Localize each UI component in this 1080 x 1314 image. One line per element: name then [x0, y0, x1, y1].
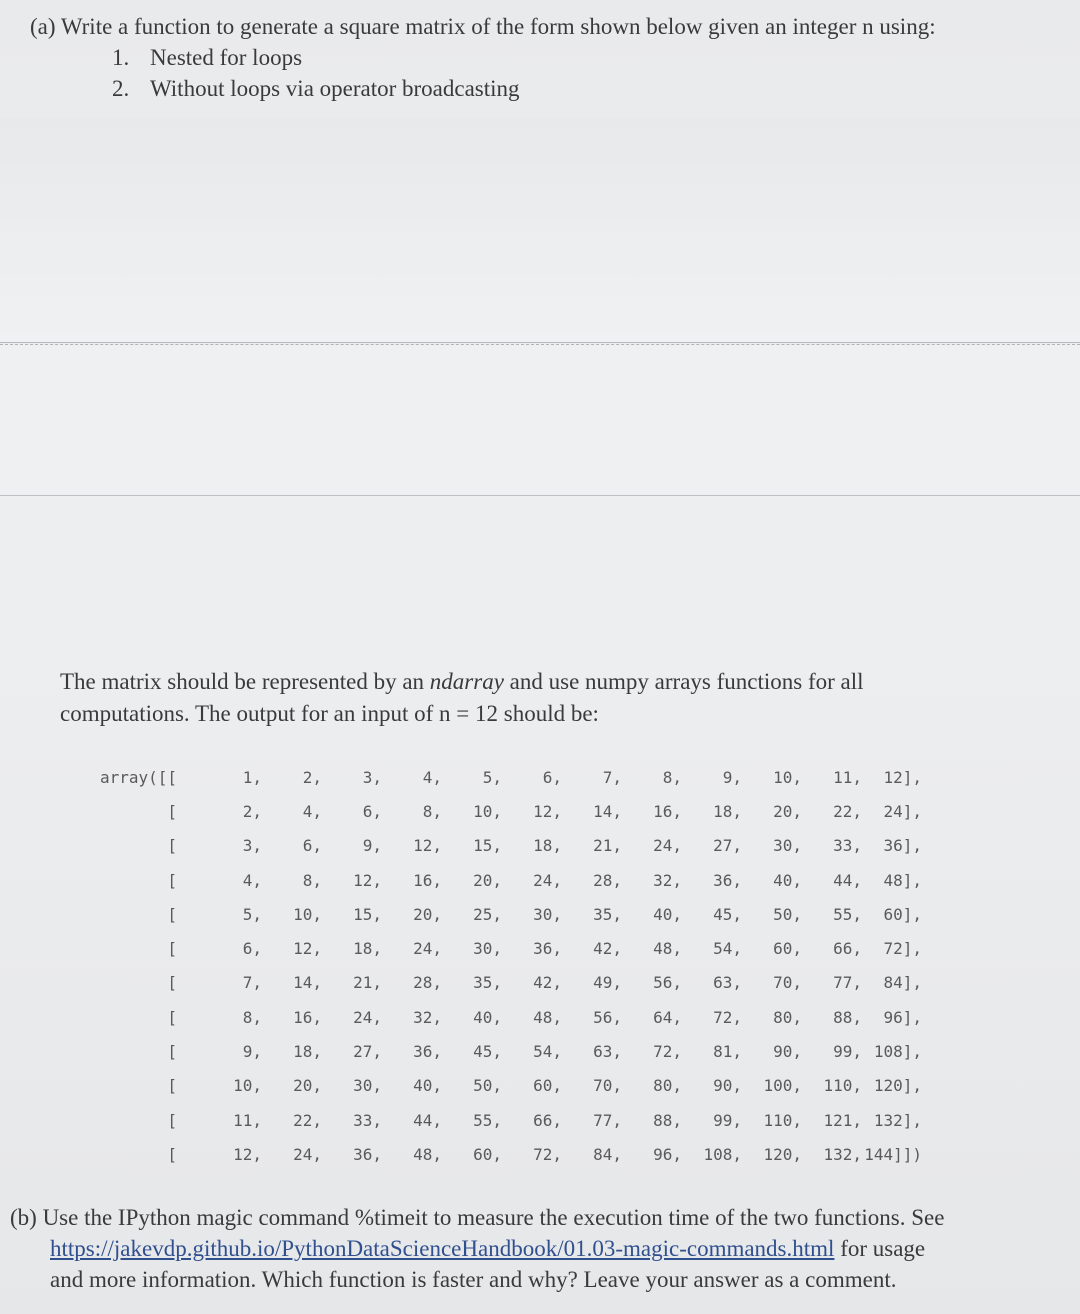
- array-cell: 3,: [362, 767, 382, 787]
- array-cell: 25,: [473, 904, 502, 924]
- array-cell: 96,: [653, 1144, 682, 1164]
- array-cell: 88,: [833, 1007, 862, 1027]
- array-cell: 55,: [833, 904, 862, 924]
- array-row-prefix: [: [100, 870, 178, 890]
- array-row: [100, 1103, 922, 1137]
- array-cell: 36],: [883, 836, 922, 856]
- array-cell: 81,: [713, 1042, 742, 1062]
- array-cell: 12,: [353, 870, 382, 890]
- array-row-prefix: [: [100, 836, 178, 856]
- list-item-text: Nested for loops: [150, 45, 303, 70]
- array-cell: 132],: [873, 1110, 922, 1130]
- array-cell: 60,: [773, 939, 802, 959]
- array-row-prefix: [: [100, 1007, 178, 1027]
- array-cell: 70,: [773, 973, 802, 993]
- array-cell: 15,: [473, 836, 502, 856]
- note-text: The matrix should be represented by an: [60, 669, 430, 694]
- array-cell: 56,: [593, 1007, 622, 1027]
- part-a-item-nested-loops: [112, 42, 520, 73]
- array-cell: 110,: [763, 1110, 802, 1130]
- array-cell: 55,: [473, 1110, 502, 1130]
- array-cell: 30,: [533, 904, 562, 924]
- array-cell: 54,: [713, 939, 742, 959]
- array-cell: 20,: [473, 870, 502, 890]
- part-b-line-1: (b) Use the IPython magic command %timeit to measure the execution time of the two functions. See: [10, 1205, 945, 1230]
- array-cell: 21,: [593, 836, 622, 856]
- array-cell: 11,: [833, 767, 862, 787]
- array-cell: 66,: [533, 1110, 562, 1130]
- array-cell: 64,: [653, 1007, 682, 1027]
- array-cell: 12],: [883, 767, 922, 787]
- array-cell: 63,: [593, 1042, 622, 1062]
- array-cell: 121,: [823, 1110, 862, 1130]
- array-cell: 72,: [653, 1042, 682, 1062]
- array-cell: 84,: [593, 1144, 622, 1164]
- array-cell: 12,: [233, 1144, 262, 1164]
- array-cell: 12,: [293, 939, 322, 959]
- array-cell: 45,: [713, 904, 742, 924]
- array-cell: 6,: [542, 767, 562, 787]
- array-cell: 2,: [242, 801, 262, 821]
- array-cell: 120,: [763, 1144, 802, 1164]
- array-cell: 60],: [883, 904, 922, 924]
- array-cell: 40,: [773, 870, 802, 890]
- array-cell: 16,: [293, 1007, 322, 1027]
- array-cell: 50,: [473, 1076, 502, 1096]
- array-cell: 24,: [413, 939, 442, 959]
- array-row: [100, 863, 922, 897]
- matrix-description-line-2: computations. The output for an input of n = 12 should be:: [60, 701, 599, 726]
- array-cell: 35,: [593, 904, 622, 924]
- array-cell: 108,: [703, 1144, 742, 1164]
- array-cell: 9,: [722, 767, 742, 787]
- array-output: [100, 760, 922, 1172]
- array-cell: 11,: [233, 1110, 262, 1130]
- matrix-description-line-1: [60, 666, 1060, 698]
- array-cell: 100,: [763, 1076, 802, 1096]
- array-cell: 24,: [533, 870, 562, 890]
- array-cell: 54,: [533, 1042, 562, 1062]
- answer-input-area-2[interactable]: [0, 344, 1080, 496]
- array-cell: 18,: [533, 836, 562, 856]
- array-cell: 42,: [593, 939, 622, 959]
- array-cell: 132,: [823, 1144, 862, 1164]
- array-cell: 96],: [883, 1007, 922, 1027]
- array-cell: 24,: [353, 1007, 382, 1027]
- array-cell: 24,: [293, 1144, 322, 1164]
- list-number: 1.: [112, 45, 130, 70]
- array-cell: 77,: [833, 973, 862, 993]
- answer-input-area-1[interactable]: [0, 118, 1080, 343]
- array-cell: 14,: [293, 973, 322, 993]
- array-cell: 36,: [413, 1042, 442, 1062]
- array-cell: 48],: [883, 870, 922, 890]
- array-cell: 33,: [833, 836, 862, 856]
- array-cell: 20,: [293, 1076, 322, 1096]
- array-cell: 72,: [713, 1007, 742, 1027]
- array-cell: 6,: [362, 801, 382, 821]
- part-b-line-2: [10, 1233, 1075, 1264]
- array-cell: 44,: [413, 1110, 442, 1130]
- array-cell: 8,: [242, 1007, 262, 1027]
- array-cell: 8,: [302, 870, 322, 890]
- array-row: [100, 1069, 922, 1103]
- array-cell: 22,: [833, 801, 862, 821]
- array-row: [100, 897, 922, 931]
- array-cell: 36,: [533, 939, 562, 959]
- array-cell: 120],: [873, 1076, 922, 1096]
- array-cell: 9,: [362, 836, 382, 856]
- part-b-text: for usage: [834, 1236, 926, 1261]
- array-cell: 40,: [413, 1076, 442, 1096]
- array-cell: 5,: [242, 904, 262, 924]
- array-cell: 36,: [353, 1144, 382, 1164]
- array-cell: 110,: [823, 1076, 862, 1096]
- array-cell: 40,: [473, 1007, 502, 1027]
- array-cell: 60,: [473, 1144, 502, 1164]
- array-row-prefix: [: [100, 973, 178, 993]
- array-cell: 10,: [773, 767, 802, 787]
- ndarray-term: ndarray: [429, 669, 504, 694]
- array-cell: 15,: [353, 904, 382, 924]
- array-row: [100, 794, 922, 828]
- array-cell: 5,: [482, 767, 502, 787]
- part-a-item-broadcasting: [112, 73, 520, 104]
- array-cell: 12,: [533, 801, 562, 821]
- array-cell: 60,: [533, 1076, 562, 1096]
- array-cell: 33,: [353, 1110, 382, 1130]
- array-cell: 18,: [353, 939, 382, 959]
- array-cell: 42,: [533, 973, 562, 993]
- array-cell: 90,: [713, 1076, 742, 1096]
- array-cell: 16,: [413, 870, 442, 890]
- array-row: [100, 966, 922, 1000]
- array-cell: 10,: [233, 1076, 262, 1096]
- array-cell: 21,: [353, 973, 382, 993]
- array-cell: 32,: [653, 870, 682, 890]
- array-cell: 36,: [713, 870, 742, 890]
- array-cell: 20,: [773, 801, 802, 821]
- array-row-prefix: [: [100, 939, 178, 959]
- array-row-prefix: [: [100, 904, 178, 924]
- array-row-prefix: [: [100, 1110, 178, 1130]
- array-cell: 66,: [833, 939, 862, 959]
- array-row-prefix: array([[: [100, 767, 178, 787]
- array-cell: 2,: [302, 767, 322, 787]
- list-item-text: Without loops via operator broadcasting: [150, 76, 520, 101]
- array-cell: 40,: [653, 904, 682, 924]
- array-cell: 30,: [353, 1076, 382, 1096]
- array-cell: 22,: [293, 1110, 322, 1130]
- part-a-question: (a) Write a function to generate a square matrix of the form shown below given an integer n using:: [30, 14, 936, 39]
- array-cell: 30,: [773, 836, 802, 856]
- array-cell: 88,: [653, 1110, 682, 1130]
- array-cell: 72],: [883, 939, 922, 959]
- note-text: and use numpy arrays functions for all: [503, 669, 864, 694]
- part-a-list: [112, 42, 520, 104]
- array-row: [100, 931, 922, 965]
- array-cell: 27,: [713, 836, 742, 856]
- handbook-link[interactable]: https://jakevdp.github.io/PythonDataScienceHandbook/01.03-magic-commands.html: [50, 1236, 835, 1261]
- array-cell: 16,: [653, 801, 682, 821]
- array-row: [100, 760, 922, 794]
- matrix-description: [60, 666, 1060, 730]
- array-row-prefix: [: [100, 1144, 178, 1164]
- array-row: [100, 1000, 922, 1034]
- array-cell: 8,: [422, 801, 442, 821]
- part-b-line-3: and more information. Which function is faster and why? Leave your answer as a comment.: [50, 1267, 897, 1292]
- array-cell: 18,: [713, 801, 742, 821]
- array-cell: 4,: [302, 801, 322, 821]
- array-cell: 108],: [873, 1042, 922, 1062]
- array-cell: 90,: [773, 1042, 802, 1062]
- array-cell: 48,: [413, 1144, 442, 1164]
- array-cell: 35,: [473, 973, 502, 993]
- array-row-prefix: [: [100, 1042, 178, 1062]
- array-cell: 144]]): [864, 1144, 922, 1164]
- array-cell: 84],: [883, 973, 922, 993]
- answer-input-area-3[interactable]: [0, 498, 1080, 658]
- array-cell: 14,: [593, 801, 622, 821]
- array-cell: 80,: [653, 1076, 682, 1096]
- array-cell: 7,: [242, 973, 262, 993]
- array-row-prefix: [: [100, 1076, 178, 1096]
- array-cell: 70,: [593, 1076, 622, 1096]
- array-row: [100, 1034, 922, 1068]
- array-cell: 99,: [713, 1110, 742, 1130]
- array-cell: 45,: [473, 1042, 502, 1062]
- array-cell: 48,: [533, 1007, 562, 1027]
- array-cell: 28,: [413, 973, 442, 993]
- array-cell: 6,: [242, 939, 262, 959]
- array-cell: 8,: [662, 767, 682, 787]
- array-cell: 49,: [593, 973, 622, 993]
- array-row: [100, 1137, 922, 1171]
- array-cell: 7,: [602, 767, 622, 787]
- array-cell: 12,: [413, 836, 442, 856]
- array-cell: 10,: [293, 904, 322, 924]
- array-cell: 44,: [833, 870, 862, 890]
- array-cell: 50,: [773, 904, 802, 924]
- array-cell: 6,: [302, 836, 322, 856]
- array-cell: 24,: [653, 836, 682, 856]
- array-cell: 4,: [242, 870, 262, 890]
- array-cell: 48,: [653, 939, 682, 959]
- array-cell: 18,: [293, 1042, 322, 1062]
- array-cell: 27,: [353, 1042, 382, 1062]
- array-cell: 4,: [422, 767, 442, 787]
- array-cell: 3,: [242, 836, 262, 856]
- array-cell: 80,: [773, 1007, 802, 1027]
- array-cell: 9,: [242, 1042, 262, 1062]
- array-row-prefix: [: [100, 801, 178, 821]
- array-cell: 1,: [242, 767, 262, 787]
- array-cell: 99,: [833, 1042, 862, 1062]
- array-cell: 63,: [713, 973, 742, 993]
- list-number: 2.: [112, 76, 130, 101]
- array-cell: 30,: [473, 939, 502, 959]
- array-cell: 32,: [413, 1007, 442, 1027]
- array-row: [100, 829, 922, 863]
- array-cell: 56,: [653, 973, 682, 993]
- array-cell: 24],: [883, 801, 922, 821]
- part-b-question: [10, 1202, 1075, 1295]
- array-cell: 77,: [593, 1110, 622, 1130]
- array-cell: 28,: [593, 870, 622, 890]
- array-cell: 10,: [473, 801, 502, 821]
- array-cell: 20,: [413, 904, 442, 924]
- array-cell: 72,: [533, 1144, 562, 1164]
